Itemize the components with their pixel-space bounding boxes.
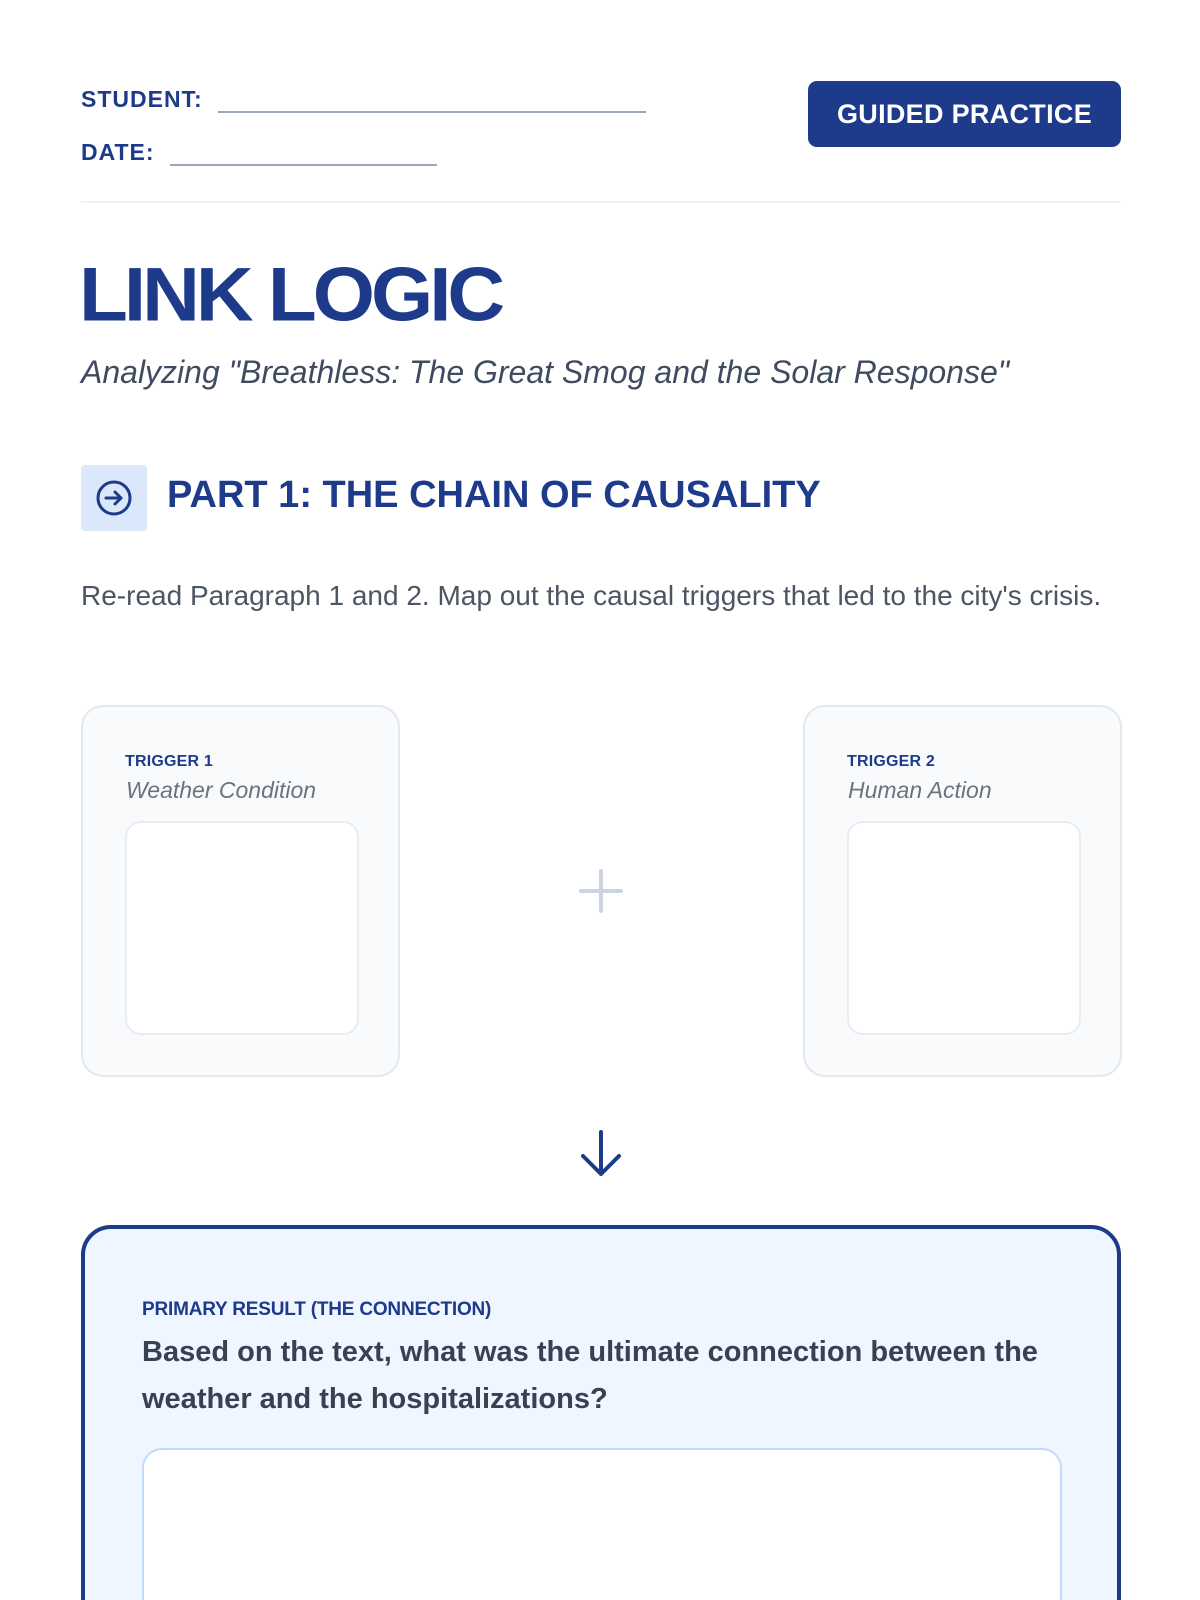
student-name-line[interactable]: [218, 89, 646, 113]
date-label: DATE:: [81, 139, 155, 165]
result-answer-box[interactable]: [142, 1448, 1062, 1600]
student-field: [81, 86, 646, 113]
trigger-card-2: [803, 705, 1122, 1077]
trigger-2-answer-box[interactable]: [847, 821, 1081, 1035]
guided-practice-badge: GUIDED PRACTICE: [808, 81, 1121, 147]
trigger-label: TRIGGER 1: [125, 753, 214, 770]
part-1-instructions: Re-read Paragraph 1 and 2. Map out the causal triggers that led to the city's crisis.: [81, 580, 1102, 611]
result-question: Based on the text, what was the ultimate connection between the weather and the hospitalizations?: [142, 1336, 1038, 1415]
part-1-title: PART 1: THE CHAIN OF CAUSALITY: [167, 474, 821, 516]
plus-icon: [577, 867, 625, 920]
arrow-circle-right-icon: [81, 465, 147, 531]
page-subtitle: Analyzing "Breathless: The Great Smog and the Solar Response": [81, 354, 1010, 390]
student-label: STUDENT:: [81, 86, 203, 112]
worksheet-header: [81, 78, 1121, 203]
trigger-subtitle: Weather Condition: [126, 777, 317, 803]
result-label: PRIMARY RESULT (THE CONNECTION): [142, 1299, 492, 1320]
trigger-label: TRIGGER 2: [847, 753, 936, 770]
primary-result-card: [81, 1225, 1121, 1600]
date-field: [81, 139, 437, 166]
page-title: LINK LOGIC: [79, 252, 502, 337]
trigger-1-answer-box[interactable]: [125, 821, 359, 1035]
trigger-subtitle: Human Action: [848, 777, 992, 803]
arrow-down-icon: [577, 1128, 625, 1185]
trigger-card-1: [81, 705, 400, 1077]
date-line[interactable]: [170, 142, 437, 166]
